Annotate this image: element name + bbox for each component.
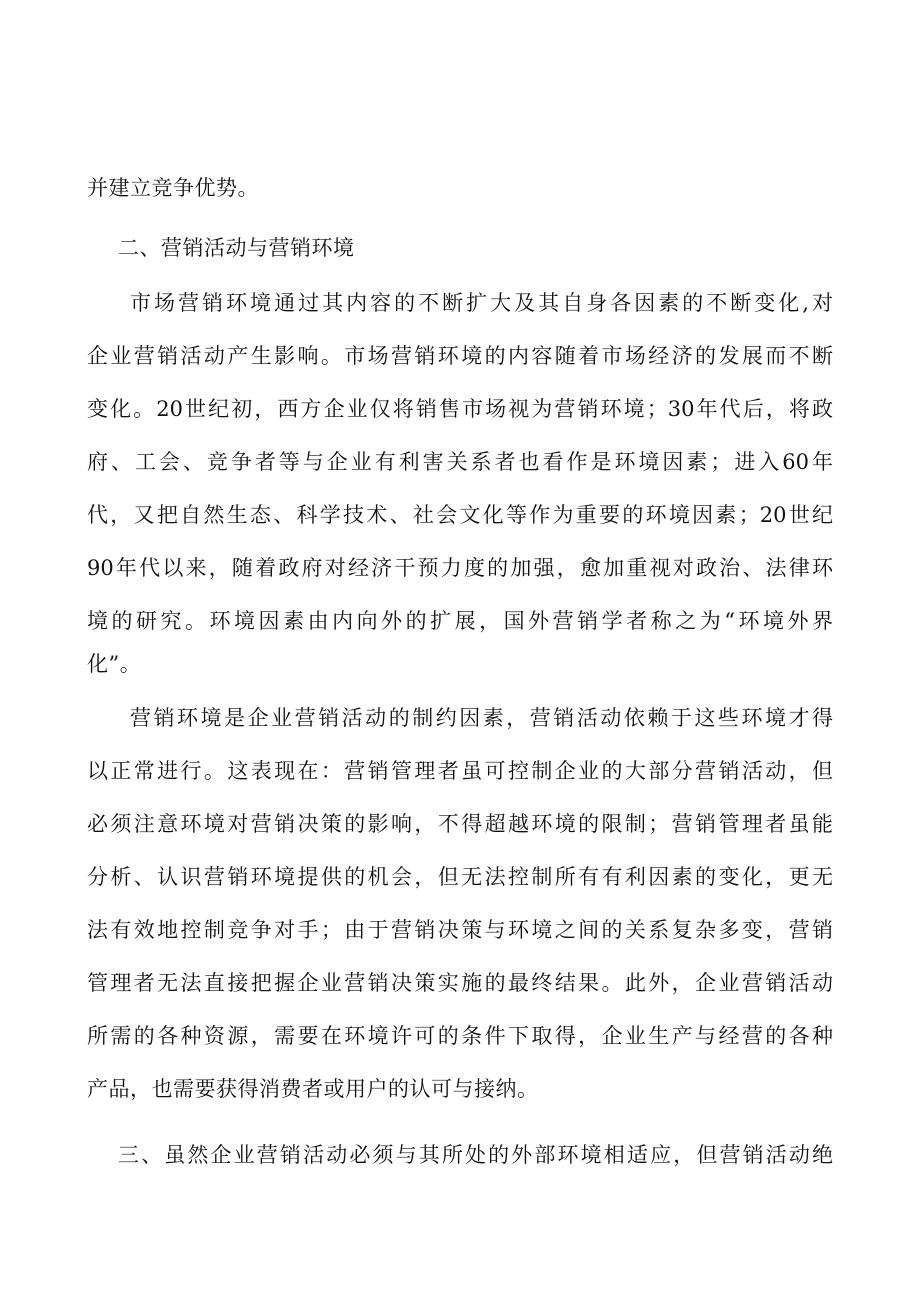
paragraph-line: 分析、认识营销环境提供的机会，但无法控制所有有利因素的变化，更无 bbox=[87, 865, 833, 889]
paragraph-line: 市场营销环境通过其内容的不断扩大及其自身各因素的不断变化,对 bbox=[130, 291, 833, 315]
paragraph-line: 产品，也需要获得消费者或用户的认可与接纳。 bbox=[87, 1077, 539, 1101]
paragraph-line: 以正常进行。这表现在：营销管理者虽可控制企业的大部分营销活动，但 bbox=[87, 759, 833, 783]
paragraph-line: 府、工会、竞争者等与企业有利害关系者也看作是环境因素；进入60年 bbox=[87, 450, 833, 474]
paragraph-line: 化”。 bbox=[87, 652, 142, 676]
paragraph-line: 变化。20世纪初，西方企业仅将销售市场视为营销环境；30年代后，将政 bbox=[87, 397, 833, 421]
paragraph-line: 企业营销活动产生影响。市场营销环境的内容随着市场经济的发展而不断 bbox=[87, 344, 833, 368]
paragraph-line: 境的研究。环境因素由内向外的扩展，国外营销学者称之为“环境外界 bbox=[87, 609, 833, 633]
paragraph-line: 营销环境是企业营销活动的制约因素，营销活动依赖于这些环境才得 bbox=[130, 706, 833, 730]
paragraph-line: 并建立竞争优势。 bbox=[87, 176, 259, 200]
paragraph-line: 90年代以来，随着政府对经济干预力度的加强，愈加重视对政治、法律环 bbox=[87, 556, 833, 580]
paragraph-line: 法有效地控制竞争对手；由于营销决策与环境之间的关系复杂多变，营销 bbox=[87, 918, 833, 942]
section-heading: 三、虽然企业营销活动必须与其所处的外部环境相适应，但营销活动绝 bbox=[118, 1143, 833, 1167]
paragraph-line: 管理者无法直接把握企业营销决策实施的最终结果。此外，企业营销活动 bbox=[87, 971, 833, 995]
paragraph-line: 所需的各种资源，需要在环境许可的条件下取得，企业生产与经营的各种 bbox=[87, 1024, 833, 1048]
paragraph-line: 必须注意环境对营销决策的影响，不得超越环境的限制；营销管理者虽能 bbox=[87, 812, 833, 836]
section-heading: 二、营销活动与营销环境 bbox=[118, 236, 355, 260]
paragraph-line: 代，又把自然生态、科学技术、社会文化等作为重要的环境因素；20世纪 bbox=[87, 503, 833, 527]
